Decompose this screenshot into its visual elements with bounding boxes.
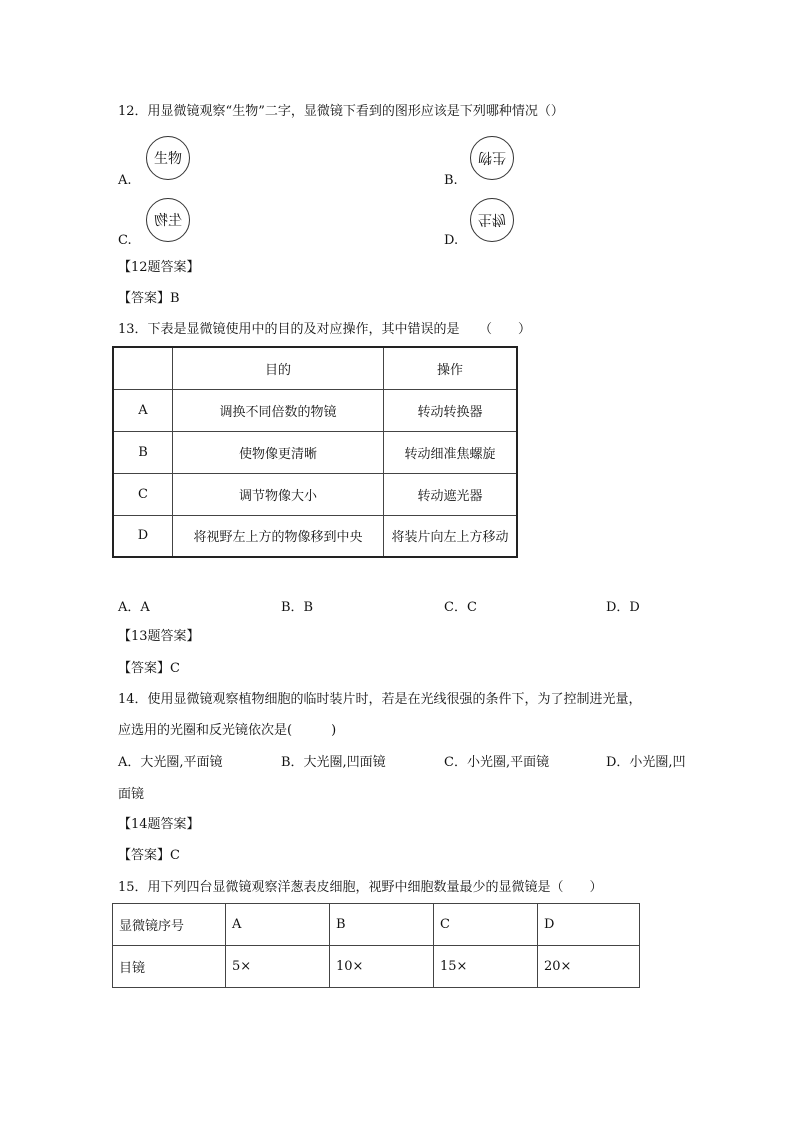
q13-stem: 13．下表是显微镜使用中的目的及对应操作，其中错误的是 （ ） <box>118 322 532 337</box>
table-cell: 15× <box>434 946 538 988</box>
table-cell: B <box>113 431 173 473</box>
q14-option-a[interactable]: A．大光圈,平面镜 <box>118 755 223 770</box>
table-cell: 5× <box>226 946 330 988</box>
q12-option-c-figure[interactable] <box>146 198 190 242</box>
table-cell: 将视野左上方的物像移到中央 <box>173 515 384 557</box>
q12-option-c-glyph: 生物 <box>154 213 182 229</box>
q12-option-b-label: B. <box>444 173 458 188</box>
q14-option-d-wrap: 面镜 <box>118 787 145 802</box>
table-cell: 目镜 <box>113 946 226 988</box>
table-cell: D <box>538 904 640 946</box>
q13-table <box>112 346 518 558</box>
q13-answer: 【答案】C <box>118 661 180 676</box>
q12-option-a-glyph: 生物 <box>154 151 182 167</box>
q12-option-c-label: C. <box>118 233 132 248</box>
table-cell: 转动遮光器 <box>384 473 518 515</box>
q14-option-d[interactable]: D．小光圈,凹 <box>606 755 686 770</box>
q12-stem: 12．用显微镜观察“生物”二字，显微镜下看到的图形应该是下列哪种情况（） <box>118 104 564 119</box>
table-cell: D <box>113 515 173 557</box>
table-row <box>113 946 640 988</box>
q15-table <box>112 903 640 988</box>
q14-option-b[interactable]: B．大光圈,凹面镜 <box>281 755 386 770</box>
table-row <box>113 473 517 515</box>
q12-answer-heading: 【12题答案】 <box>118 260 200 275</box>
q13-option-a[interactable]: A．A <box>118 600 150 615</box>
q13-option-b[interactable]: B．B <box>281 600 314 615</box>
q14-stem-line1: 14．使用显微镜观察植物细胞的临时装片时，若是在光线很强的条件下，为了控制进光量， <box>118 692 642 707</box>
q13-option-c[interactable]: C．C <box>444 600 477 615</box>
table-cell: B <box>330 904 434 946</box>
table-cell: 显微镜序号 <box>113 904 226 946</box>
q14-stem-line2: 应选用的光圈和反光镜依次是( ) <box>118 723 337 738</box>
q12-answer: 【答案】B <box>118 291 180 306</box>
table-row <box>113 431 517 473</box>
table-cell: 将装片向左上方移动 <box>384 515 518 557</box>
q12-option-d-label: D. <box>444 233 459 248</box>
table-row <box>113 347 517 389</box>
q14-answer: 【答案】C <box>118 848 180 863</box>
table-header: 目的 <box>173 347 384 389</box>
table-row <box>113 389 517 431</box>
q12-option-a-label: A. <box>118 173 132 188</box>
table-cell: 10× <box>330 946 434 988</box>
q13-option-d[interactable]: D．D <box>606 600 640 615</box>
table-cell: C <box>434 904 538 946</box>
q14-answer-heading: 【14题答案】 <box>118 817 200 832</box>
table-header: 操作 <box>384 347 518 389</box>
table-cell: 20× <box>538 946 640 988</box>
table-cell: 使物像更清晰 <box>173 431 384 473</box>
q12-option-d-figure[interactable] <box>470 198 514 242</box>
table-cell <box>113 347 173 389</box>
q12-option-d-glyph: 生物 <box>478 211 506 227</box>
q15-stem: 15．用下列四台显微镜观察洋葱表皮细胞，视野中细胞数量最少的显微镜是（ ） <box>118 880 603 895</box>
q12-option-b-figure[interactable] <box>470 136 514 180</box>
table-cell: 调换不同倍数的物镜 <box>173 389 384 431</box>
q12-option-b-glyph: 生物 <box>478 149 506 165</box>
table-row <box>113 904 640 946</box>
table-cell: 转动转换器 <box>384 389 518 431</box>
table-cell: 转动细准焦螺旋 <box>384 431 518 473</box>
table-cell: A <box>226 904 330 946</box>
table-row <box>113 515 517 557</box>
table-cell: A <box>113 389 173 431</box>
q13-answer-heading: 【13题答案】 <box>118 629 200 644</box>
q12-option-a-figure[interactable] <box>146 136 190 180</box>
table-cell: C <box>113 473 173 515</box>
table-cell: 调节物像大小 <box>173 473 384 515</box>
q14-option-c[interactable]: C．小光圈,平面镜 <box>444 755 550 770</box>
